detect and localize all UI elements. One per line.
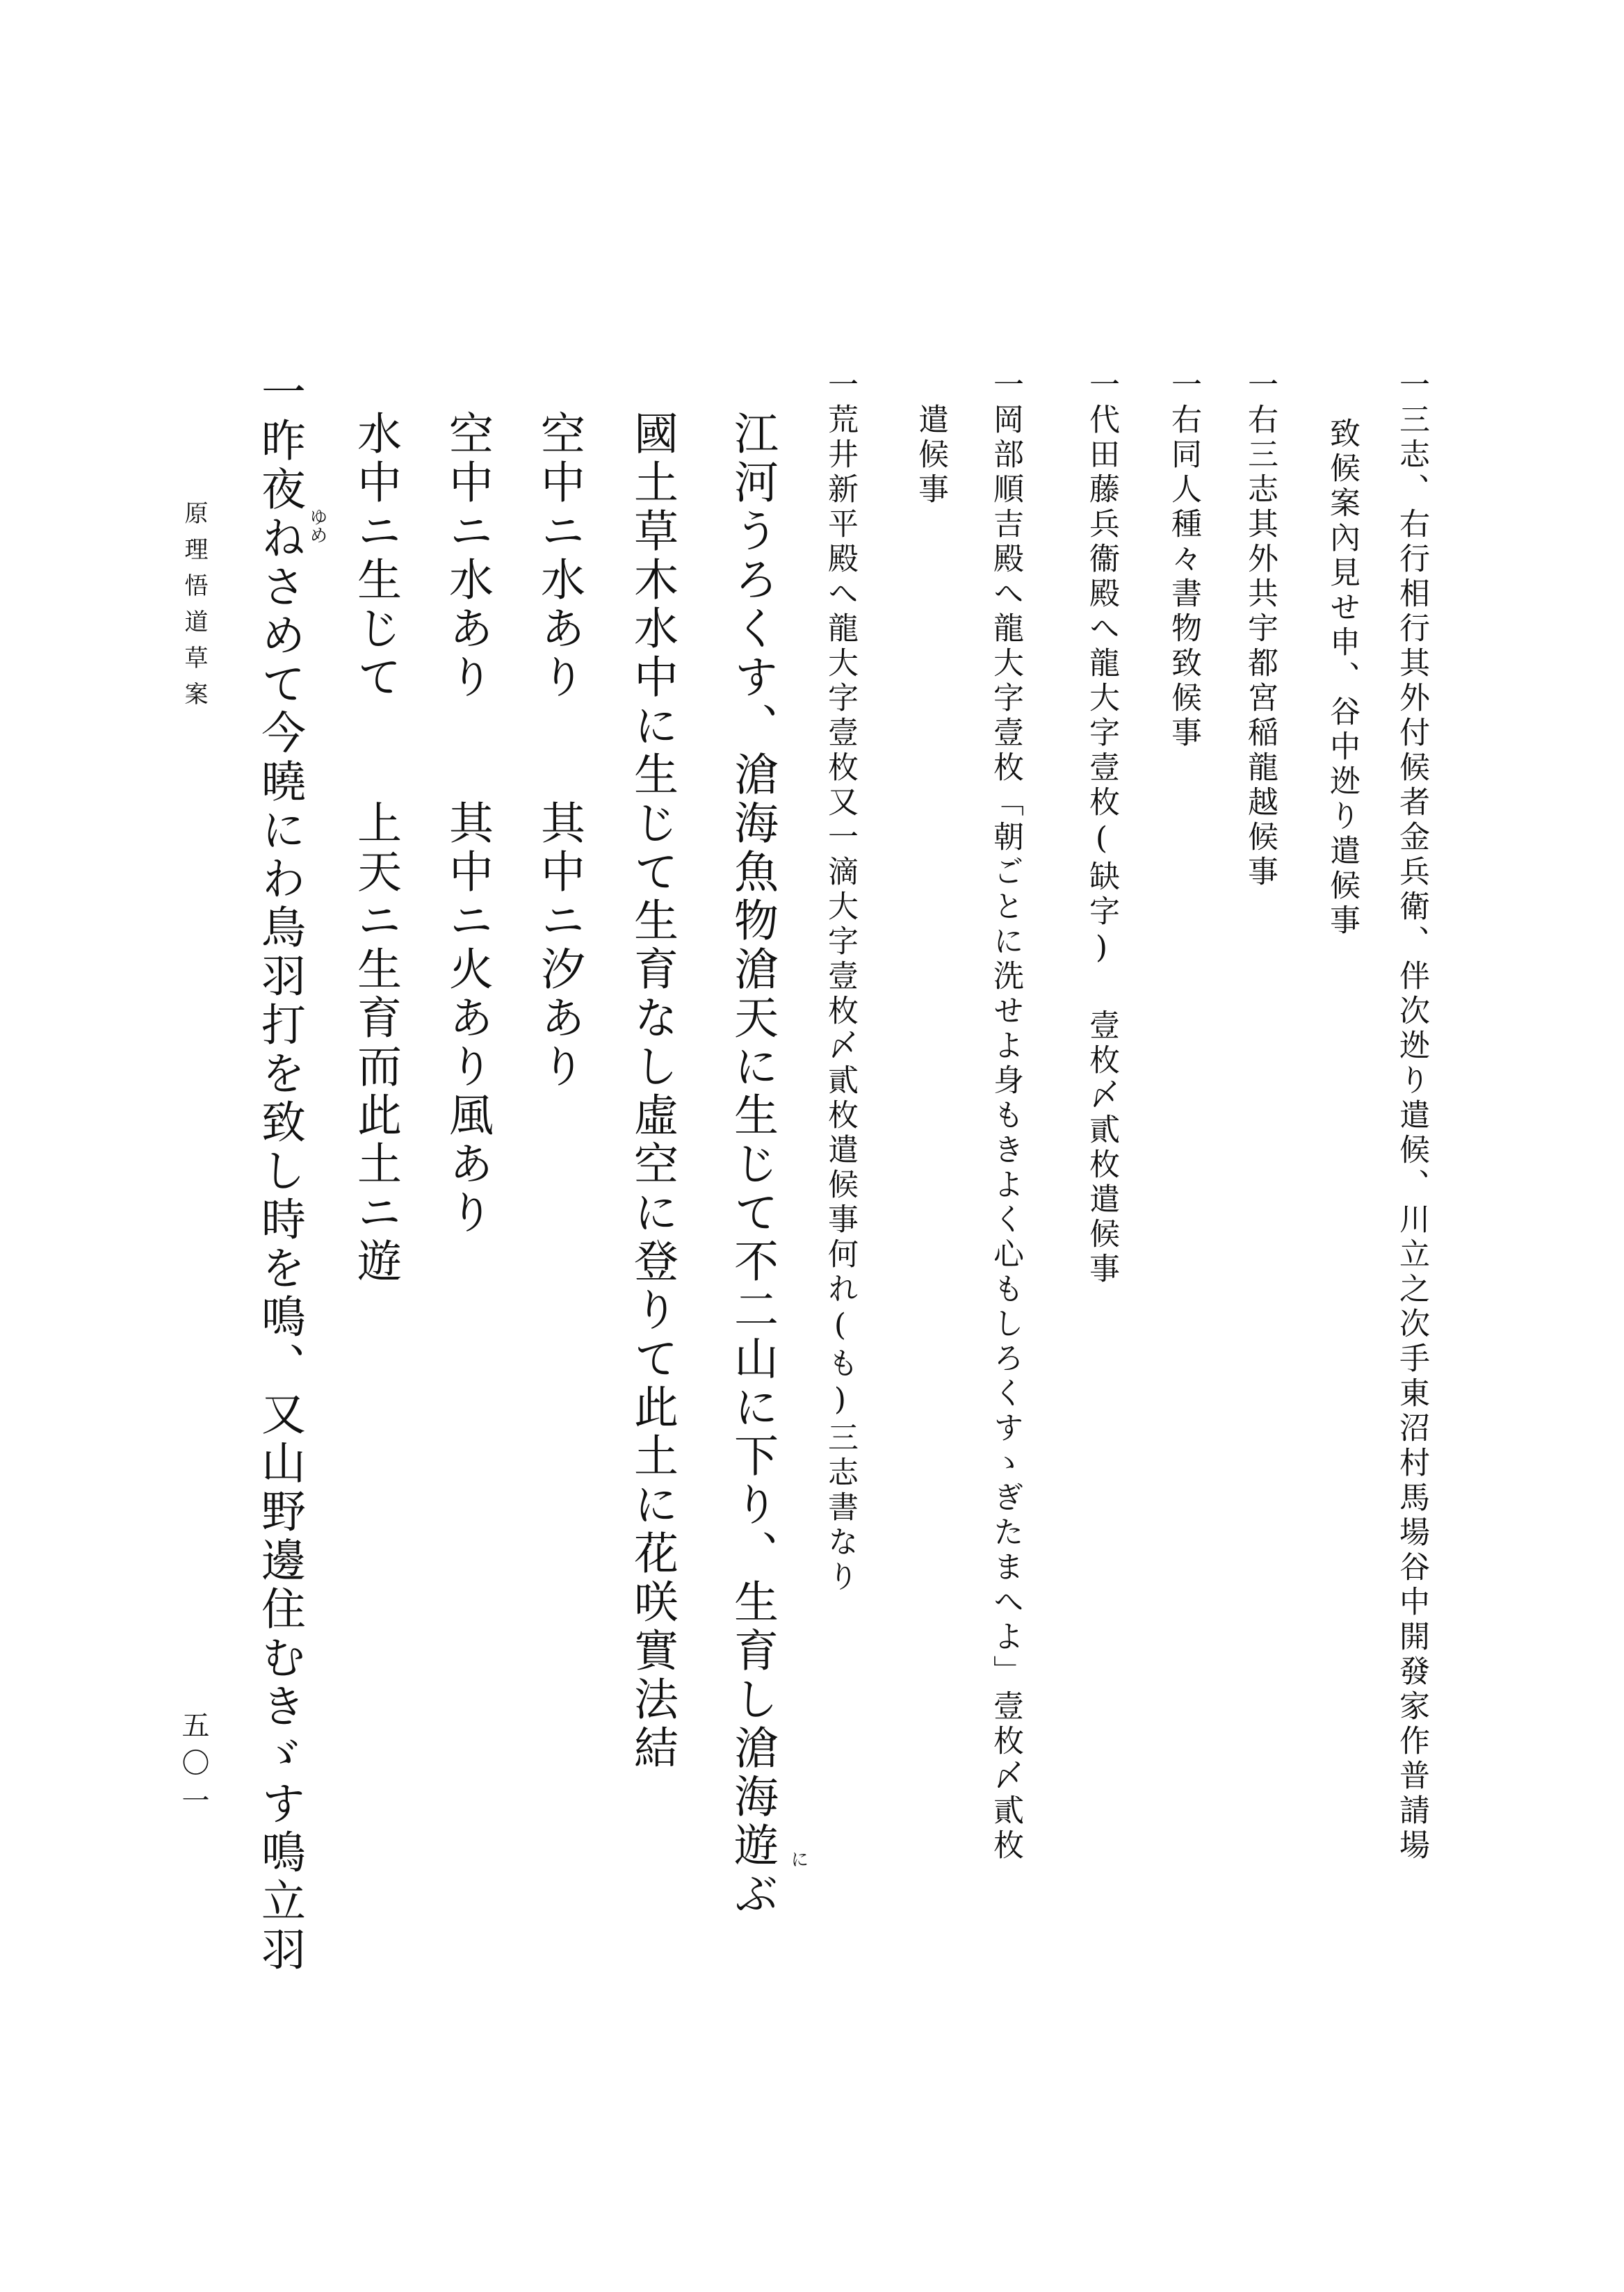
page-number: 五〇一 xyxy=(177,1711,209,1823)
text-line-13: 水中ニ生じて 上天ニ生育而此土ニ遊 xyxy=(350,410,401,1286)
text-line-4: 一右同人種々書物致候事 xyxy=(1166,369,1201,751)
text-line-11: 空中ニ水あり 其中ニ汐あり xyxy=(533,410,585,1092)
text-line-9: 江河うろくす、滄海魚物滄天に生じて不二山に下り、生育し滄海遊ぶ xyxy=(726,410,778,1919)
text-line-2: 致候案內見せ申、谷中迯り遣候事 xyxy=(1324,417,1360,939)
text-line-5: 一代田藤兵衞殿へ龍大字壹枚(缺字) 壹枚〆貳枚遣候事 xyxy=(1084,369,1119,1287)
text-line-10: 國土草木水中に生じて生育なし虛空に登りて此土に花咲實法結 xyxy=(626,410,678,1773)
text-line-12: 空中ニ水あり 其中ニ火あり風あり xyxy=(441,410,493,1238)
text-line-6: 一岡部順吉殿へ龍大字壹枚「朝ごとに洗せよ身もきよく心もしろくすゝぎたまへよ」壹枚〆貳枚 xyxy=(988,369,1023,1864)
text-line-7: 遣候事 xyxy=(913,403,948,508)
running-header: 原理悟道草案 xyxy=(180,501,208,718)
text-line-8: 一荒井新平殿へ龍大字壹枚又一滴大字壹枚〆貳枚遣候事何れ(も)三志書なり xyxy=(822,369,858,1595)
text-line-14: 一昨夜ねさめて今曉にわ鳥羽打を致し時を鳴、又山野邊住むきゞす鳴立羽 xyxy=(254,369,305,1975)
text-line-3: 一右三志其外共宇都宮稲龍越候事 xyxy=(1242,369,1278,890)
ruby-ni: に xyxy=(788,1850,809,1868)
ruby-yume: ゆめ xyxy=(307,508,327,544)
text-line-1: 一三志、右行相行其外付候者金兵衛、伴次迯り遣候、川立之次手東沼村馬場谷中開發家作普請場 xyxy=(1394,369,1429,1864)
